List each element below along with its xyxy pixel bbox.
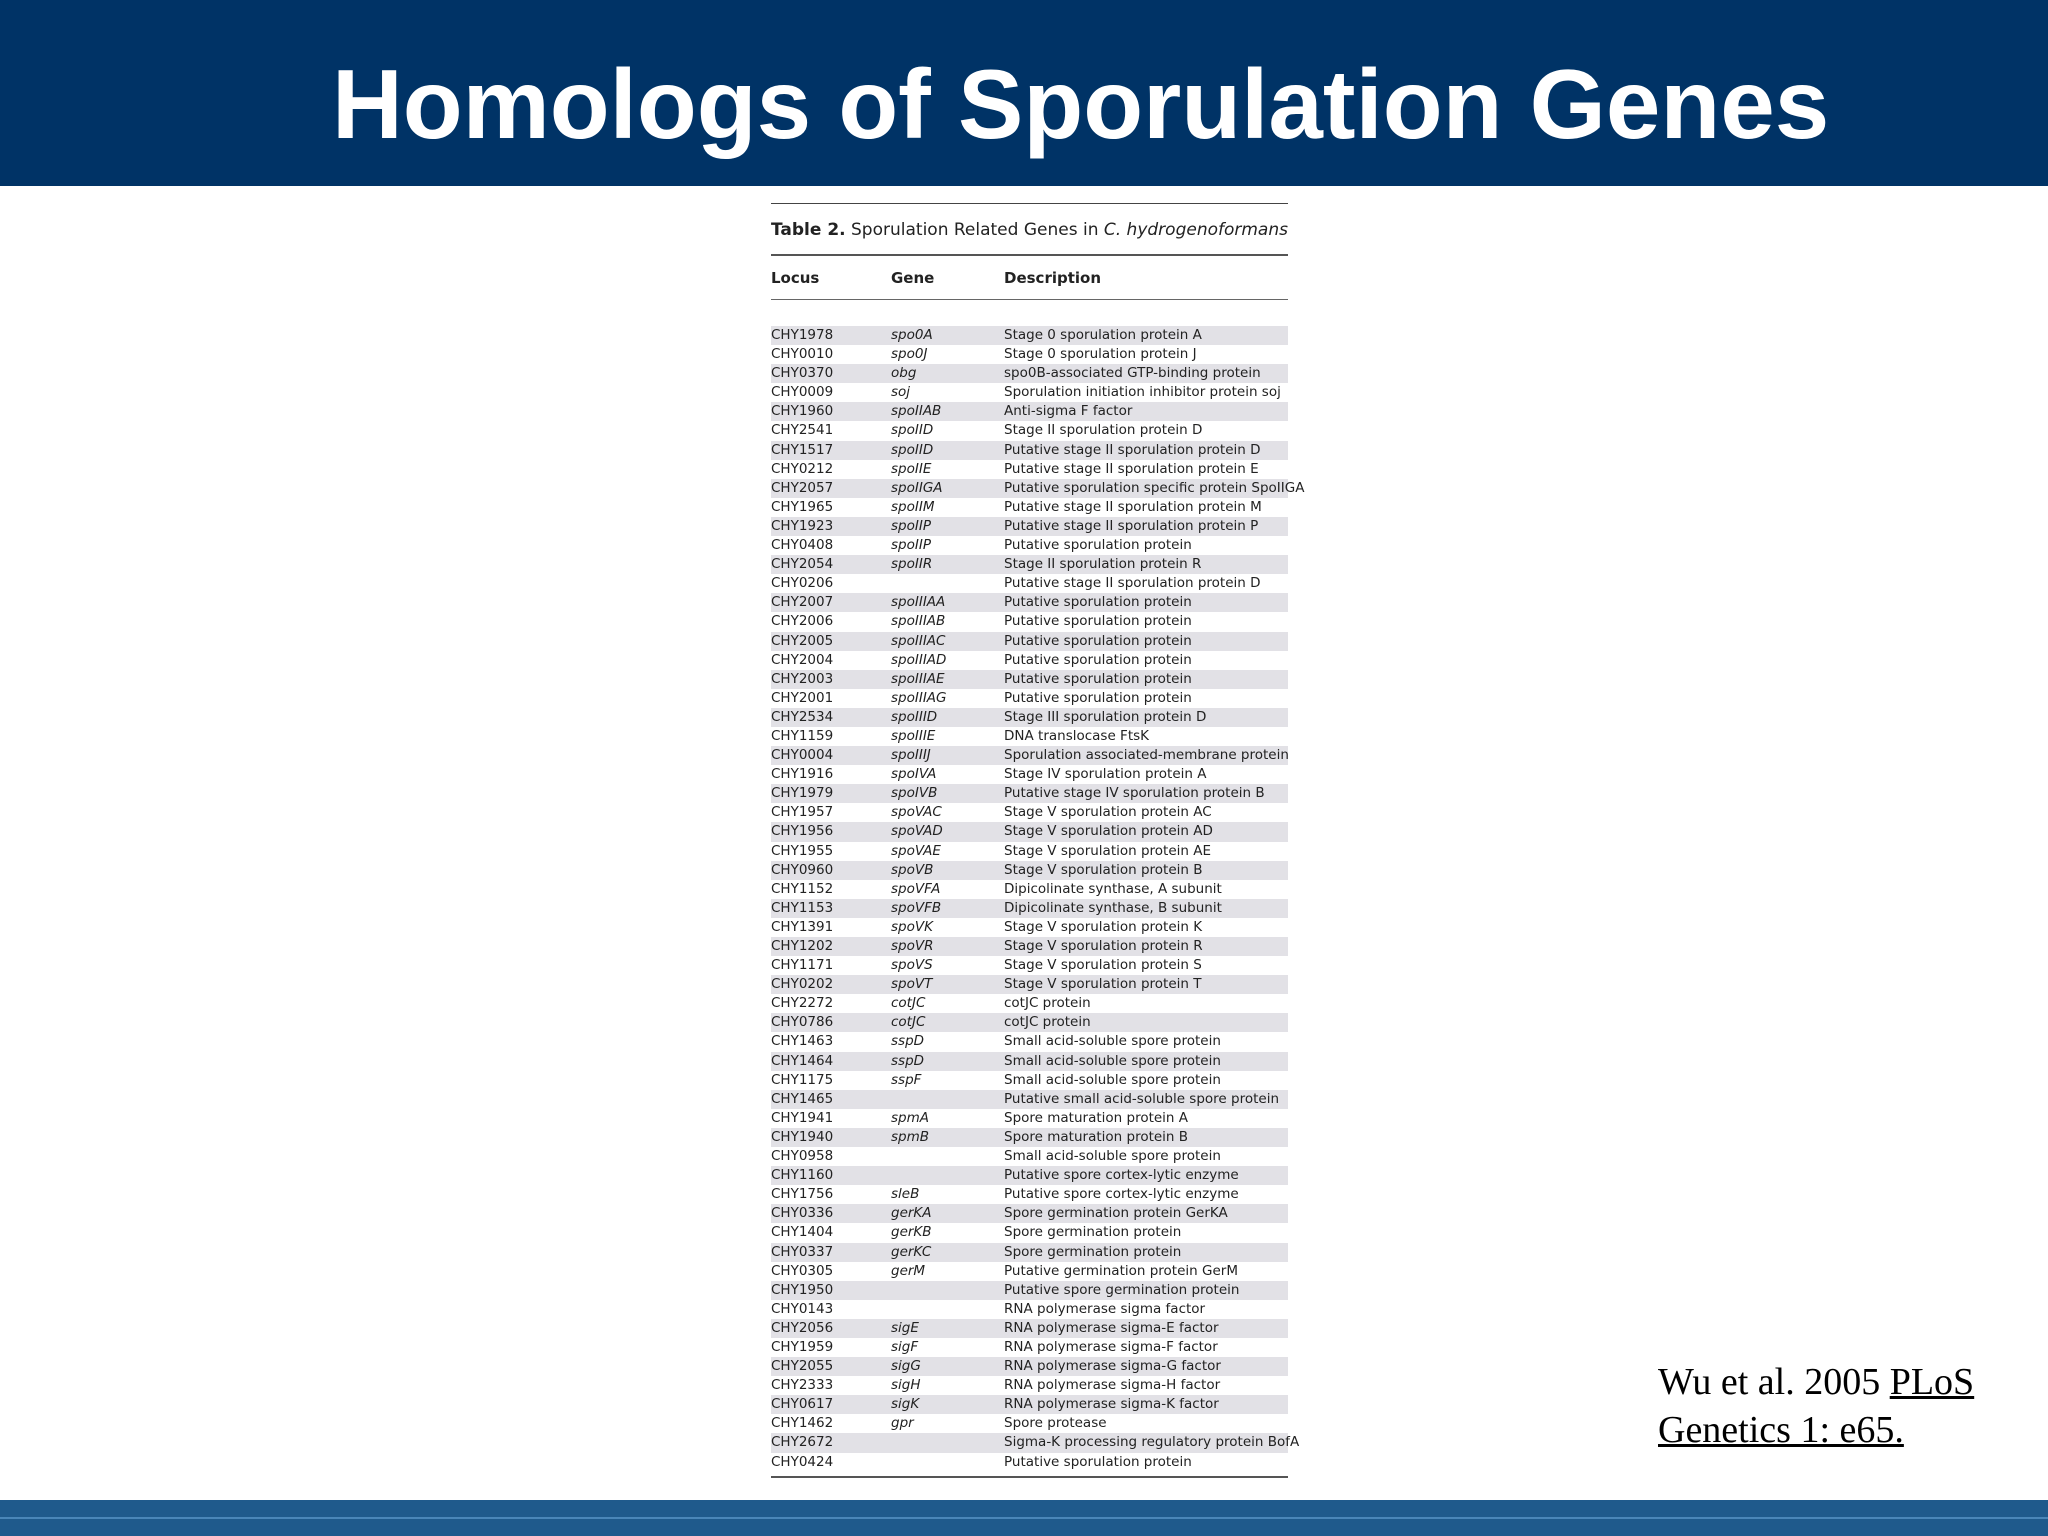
cell-gene: sigE: [891, 1319, 919, 1336]
cell-description: Putative stage II sporulation protein P: [1004, 517, 1259, 534]
cell-description: Putative sporulation protein: [1004, 594, 1192, 611]
table-row: [771, 937, 1288, 956]
cell-gene: spmB: [891, 1128, 930, 1145]
cell-description: Putative small acid-soluble spore protein: [1004, 1090, 1280, 1107]
cell-gene: spoIIP: [891, 537, 931, 554]
cell-description: Putative sporulation specific protein SpoIIGA: [1004, 479, 1305, 496]
cell-description: Stage III sporulation protein D: [1004, 708, 1207, 725]
cell-gene: [891, 1453, 1004, 1472]
cell-gene: gerKC: [891, 1243, 932, 1260]
cell-description: Stage II sporulation protein R: [1004, 556, 1202, 573]
cell-locus: CHY1959: [771, 1338, 834, 1355]
table-row: [771, 1013, 1288, 1032]
table-row: [771, 1147, 1288, 1166]
cell-locus: CHY0408: [771, 537, 834, 554]
cell-description: cotJC protein: [1004, 1014, 1091, 1031]
table-row: [771, 689, 1288, 708]
cell-gene: spoIIM: [891, 498, 935, 515]
cell-gene: spoVFA: [891, 880, 941, 897]
table-row: [771, 1338, 1288, 1357]
cell-description: Stage V sporulation protein AC: [1004, 804, 1212, 821]
cell-locus: CHY1153: [771, 899, 834, 916]
table-row: [771, 670, 1288, 689]
cell-gene: spoIIIAB: [891, 613, 946, 630]
cell-gene: spoIIIAD: [891, 651, 947, 668]
table-row: [771, 784, 1288, 803]
table-row: [771, 765, 1288, 784]
cell-locus: CHY1391: [771, 918, 834, 935]
cell-gene: [891, 1281, 1004, 1300]
cell-locus: CHY0009: [771, 384, 834, 401]
cell-gene: [891, 1090, 1004, 1109]
cell-gene: [891, 574, 1004, 593]
cell-gene: sigF: [891, 1338, 919, 1355]
table-row: [771, 1376, 1288, 1395]
cell-locus: CHY1160: [771, 1167, 834, 1184]
cell-gene: spoIIIAE: [891, 670, 945, 687]
cell-locus: CHY1955: [771, 842, 834, 859]
cell-locus: CHY1462: [771, 1415, 834, 1432]
cell-description: RNA polymerase sigma-E factor: [1004, 1319, 1219, 1336]
cell-description: Stage 0 sporulation protein J: [1004, 346, 1197, 363]
cell-description: Spore maturation protein B: [1004, 1128, 1189, 1145]
cell-gene: spoIVA: [891, 766, 937, 783]
cell-gene: spoVAD: [891, 823, 943, 840]
table-caption: [771, 204, 1288, 254]
table-row: [771, 383, 1288, 402]
cell-description: Stage V sporulation protein AD: [1004, 823, 1213, 840]
table-row: [771, 708, 1288, 727]
cell-locus: CHY1941: [771, 1109, 834, 1126]
cell-description: Putative stage II sporulation protein D: [1004, 441, 1261, 458]
cell-gene: gerKB: [891, 1224, 932, 1241]
cell-locus: CHY1159: [771, 727, 834, 744]
table-row: [771, 517, 1288, 536]
table-row: [771, 1319, 1288, 1338]
cell-gene: spoIIIAC: [891, 632, 946, 649]
cell-locus: CHY1202: [771, 938, 834, 954]
cell-locus: CHY0960: [771, 861, 834, 878]
cell-gene: spoVR: [891, 938, 934, 954]
table-body: [771, 326, 1305, 1472]
cell-description: RNA polymerase sigma-G factor: [1004, 1358, 1221, 1375]
cell-description: spo0B-associated GTP-binding protein: [1004, 365, 1261, 382]
cell-locus: CHY1978: [771, 327, 834, 343]
table-row: [771, 574, 1288, 593]
table-row: [771, 918, 1288, 937]
table-row: [771, 612, 1288, 631]
cell-gene: spoIID: [891, 422, 934, 439]
table-row: [771, 1071, 1288, 1090]
cell-gene: spoVK: [891, 918, 933, 935]
cell-description: Spore germination protein: [1004, 1224, 1182, 1241]
cell-locus: CHY1463: [771, 1033, 834, 1050]
cell-description: RNA polymerase sigma-F factor: [1004, 1338, 1218, 1355]
cell-description: Stage II sporulation protein D: [1004, 422, 1203, 439]
cell-description: Small acid-soluble spore protein: [1004, 1033, 1221, 1050]
cell-description: Anti-sigma F factor: [1004, 403, 1133, 420]
cell-gene: gerM: [891, 1262, 926, 1279]
table-row: [771, 1357, 1288, 1376]
table-row: [771, 1185, 1288, 1204]
cell-locus: CHY0202: [771, 976, 834, 993]
header-description: Description: [1004, 269, 1102, 287]
table-row: [771, 441, 1288, 460]
cell-gene: [891, 1433, 1004, 1452]
cell-description: Putative sporulation protein: [1004, 689, 1192, 706]
cell-gene: sigK: [891, 1396, 920, 1413]
cell-gene: spoVAC: [891, 804, 942, 821]
cell-locus: CHY2006: [771, 613, 834, 630]
cell-locus: CHY1517: [771, 441, 834, 458]
cell-description: Sporulation initiation inhibitor protein soj: [1004, 384, 1281, 401]
cell-locus: CHY1979: [771, 785, 834, 802]
cell-description: Putative germination protein GerM: [1004, 1262, 1238, 1279]
cell-locus: CHY0424: [771, 1453, 834, 1470]
cell-description: RNA polymerase sigma factor: [1004, 1300, 1206, 1317]
cell-description: Stage V sporulation protein S: [1004, 957, 1202, 974]
table-row: [771, 651, 1288, 670]
cell-locus: CHY1171: [771, 957, 834, 974]
cell-gene: gerKA: [891, 1205, 932, 1222]
cell-description: Putative spore germination protein: [1004, 1281, 1240, 1298]
cell-description: Spore germination protein: [1004, 1243, 1182, 1260]
cell-description: Putative spore cortex-lytic enzyme: [1004, 1167, 1239, 1184]
cell-description: Stage IV sporulation protein A: [1004, 766, 1207, 783]
citation-authors: Wu et al. 2005: [1658, 1361, 1881, 1403]
table-row: [771, 364, 1288, 383]
cell-locus: CHY2534: [771, 708, 834, 725]
cell-description: Dipicolinate synthase, B subunit: [1004, 899, 1222, 916]
table-row: [771, 326, 1288, 345]
cell-description: Spore protease: [1004, 1415, 1107, 1432]
table-row: [771, 1223, 1288, 1242]
cell-locus: CHY2056: [771, 1319, 834, 1336]
cell-description: Putative sporulation protein: [1004, 651, 1192, 668]
gene-table: [771, 203, 1305, 1478]
table-row: [771, 994, 1288, 1013]
cell-description: Putative sporulation protein: [1004, 613, 1192, 630]
table-caption-species: C. hydrogenoformans: [1103, 220, 1288, 240]
table-row: [771, 1243, 1288, 1262]
cell-description: RNA polymerase sigma-K factor: [1004, 1396, 1219, 1413]
cell-gene: [891, 1300, 1004, 1319]
table-row: [771, 498, 1288, 517]
cell-locus: CHY0617: [771, 1396, 834, 1413]
header-rule: [771, 299, 1288, 300]
cell-gene: spo0J: [891, 346, 928, 363]
cell-description: Stage V sporulation protein K: [1004, 918, 1203, 935]
table-row: [771, 842, 1288, 861]
table-row: [771, 956, 1288, 975]
cell-description: Sigma-K processing regulatory protein BofA: [1004, 1434, 1300, 1451]
cell-description: Putative stage II sporulation protein D: [1004, 575, 1261, 592]
cell-locus: CHY2004: [771, 651, 834, 668]
cell-locus: CHY1756: [771, 1186, 834, 1203]
cell-description: Putative sporulation protein: [1004, 632, 1192, 649]
cell-gene: gpr: [891, 1415, 914, 1432]
table-row: [771, 880, 1288, 899]
table-bottom-rule: [771, 1476, 1288, 1478]
cell-gene: spoIIIE: [891, 727, 936, 744]
table-row: [771, 822, 1288, 841]
citation-journal-link-rest[interactable]: Genetics 1: e65.: [1658, 1409, 1904, 1451]
cell-locus: CHY0206: [771, 575, 834, 592]
table-row: [771, 899, 1288, 918]
cell-locus: CHY2003: [771, 670, 834, 687]
cell-locus: CHY1960: [771, 403, 834, 420]
table-row: [771, 1453, 1288, 1472]
table-row: [771, 975, 1288, 994]
cell-locus: CHY2007: [771, 594, 834, 611]
table-row: [771, 1281, 1288, 1300]
cell-gene: sspD: [891, 1033, 925, 1050]
cell-description: Putative stage II sporulation protein M: [1004, 498, 1262, 515]
table-row: [771, 632, 1288, 651]
table-row: [771, 479, 1305, 498]
table-row: [771, 1433, 1300, 1452]
cell-gene: spoIIID: [891, 708, 938, 725]
cell-description: Stage 0 sporulation protein A: [1004, 327, 1202, 343]
cell-gene: spoIIIJ: [891, 747, 931, 764]
cell-locus: CHY0958: [771, 1148, 834, 1165]
cell-description: Stage V sporulation protein AE: [1004, 842, 1212, 859]
cell-locus: CHY1956: [771, 823, 834, 840]
table-row: [771, 1414, 1288, 1433]
table-row: [771, 861, 1288, 880]
table-row: [771, 1032, 1288, 1051]
cell-locus: CHY2672: [771, 1434, 834, 1451]
cell-description: Small acid-soluble spore protein: [1004, 1052, 1221, 1069]
title-bar: [0, 0, 2048, 186]
cell-description: Putative stage IV sporulation protein B: [1004, 785, 1265, 802]
cell-locus: CHY1465: [771, 1090, 834, 1107]
cell-gene: spoVB: [891, 861, 934, 878]
table-row: [771, 460, 1288, 479]
cell-gene: spoIIR: [891, 556, 933, 573]
citation-journal-link[interactable]: PLoS: [1889, 1361, 1975, 1403]
cell-locus: CHY2005: [771, 632, 834, 649]
table-row: [771, 345, 1288, 364]
cell-description: Stage V sporulation protein T: [1004, 976, 1202, 993]
cell-description: Putative spore cortex-lytic enzyme: [1004, 1186, 1239, 1203]
cell-gene: sspF: [891, 1071, 922, 1088]
cell-gene: spmA: [891, 1109, 929, 1126]
cell-locus: CHY0212: [771, 460, 834, 477]
cell-locus: CHY0004: [771, 747, 834, 764]
cell-gene: cotJC: [891, 1014, 926, 1031]
cell-locus: CHY1940: [771, 1128, 834, 1145]
cell-locus: CHY0305: [771, 1262, 834, 1279]
cell-description: Dipicolinate synthase, A subunit: [1004, 880, 1222, 897]
cell-locus: CHY1916: [771, 766, 834, 783]
cell-description: Spore maturation protein A: [1004, 1109, 1189, 1126]
table-row: [771, 1204, 1288, 1223]
cell-locus: CHY0786: [771, 1014, 834, 1031]
cell-gene: spo0A: [891, 327, 933, 343]
cell-locus: CHY2333: [771, 1377, 834, 1394]
cell-gene: spoIIE: [891, 460, 932, 477]
citation: [1658, 1358, 2038, 1454]
table-row: [771, 555, 1288, 574]
cell-description: Stage V sporulation protein B: [1004, 861, 1203, 878]
cell-locus: CHY2055: [771, 1358, 834, 1375]
cell-gene: spoVT: [891, 976, 933, 993]
cell-locus: CHY1965: [771, 498, 834, 515]
cell-gene: spoIIIAG: [891, 689, 947, 706]
table-row: [771, 1109, 1288, 1128]
table-row: [771, 421, 1288, 440]
header-gene: Gene: [891, 269, 935, 287]
cell-gene: spoVAE: [891, 842, 941, 859]
table-row: [771, 1128, 1288, 1147]
cell-description: Putative sporulation protein: [1004, 1453, 1192, 1470]
bottom-bar: [0, 1500, 2048, 1536]
cell-gene: spoVFB: [891, 899, 942, 916]
cell-description: Sporulation associated-membrane protein: [1004, 747, 1289, 764]
table-row: [771, 593, 1288, 612]
cell-gene: spoIIAB: [891, 403, 942, 420]
cell-description: Small acid-soluble spore protein: [1004, 1071, 1221, 1088]
cell-gene: sspD: [891, 1052, 925, 1069]
cell-description: Putative sporulation protein: [1004, 537, 1192, 554]
bottom-bar-stripe: [0, 1517, 2048, 1519]
cell-locus: CHY1175: [771, 1071, 834, 1088]
cell-gene: spoIIIAA: [891, 594, 946, 611]
cell-gene: cotJC: [891, 995, 926, 1012]
cell-gene: spoIVB: [891, 785, 938, 802]
cell-locus: CHY1404: [771, 1224, 834, 1241]
cell-gene: spoVS: [891, 957, 933, 974]
cell-gene: sigH: [891, 1377, 921, 1394]
cell-locus: CHY2001: [771, 689, 834, 706]
cell-gene: soj: [891, 384, 911, 401]
cell-locus: CHY2541: [771, 422, 834, 439]
table-row: [771, 727, 1288, 746]
table-caption-text: Sporulation Related Genes in: [851, 220, 1099, 240]
cell-description: DNA translocase FtsK: [1004, 727, 1150, 744]
table-row: [771, 1090, 1288, 1109]
cell-locus: CHY1950: [771, 1281, 834, 1298]
cell-locus: CHY2272: [771, 995, 834, 1012]
cell-description: Stage V sporulation protein R: [1004, 938, 1203, 954]
cell-description: Small acid-soluble spore protein: [1004, 1148, 1221, 1165]
cell-description: Putative stage II sporulation protein E: [1004, 460, 1259, 477]
cell-description: cotJC protein: [1004, 995, 1091, 1012]
cell-locus: CHY0337: [771, 1243, 834, 1260]
header-locus: Locus: [771, 269, 820, 287]
cell-locus: CHY0370: [771, 365, 834, 382]
cell-locus: CHY1464: [771, 1052, 834, 1069]
cell-locus: CHY2057: [771, 479, 834, 496]
cell-locus: CHY0143: [771, 1300, 834, 1317]
cell-locus: CHY1923: [771, 517, 834, 534]
table-row: [771, 1300, 1288, 1319]
cell-locus: CHY2054: [771, 556, 834, 573]
table-row: [771, 1052, 1288, 1071]
cell-gene: spoIID: [891, 441, 934, 458]
table-header-row: [771, 256, 1288, 299]
cell-locus: CHY1152: [771, 880, 834, 897]
cell-gene: spoIIP: [891, 517, 931, 534]
cell-gene: obg: [891, 365, 917, 382]
cell-description: Putative sporulation protein: [1004, 670, 1192, 687]
table-caption-lead: Table 2.: [771, 220, 846, 240]
table-row: [771, 536, 1288, 555]
cell-gene: [891, 1147, 1004, 1166]
cell-locus: CHY1957: [771, 804, 834, 821]
cell-description: Spore germination protein GerKA: [1004, 1205, 1228, 1222]
cell-gene: spoIIGA: [891, 479, 943, 496]
table-row: [771, 803, 1288, 822]
cell-gene: sigG: [891, 1358, 921, 1375]
table-row: [771, 402, 1288, 421]
table-row: [771, 1395, 1288, 1414]
cell-description: RNA polymerase sigma-H factor: [1004, 1377, 1221, 1394]
table-row: [771, 746, 1288, 765]
cell-locus: CHY0010: [771, 346, 834, 363]
cell-gene: [891, 1166, 1004, 1185]
cell-locus: CHY0336: [771, 1205, 834, 1222]
slide-title: Homologs of Sporulation Genes: [332, 49, 1830, 159]
table-row: [771, 1262, 1288, 1281]
table-row: [771, 1166, 1288, 1185]
cell-gene: sleB: [891, 1186, 920, 1203]
